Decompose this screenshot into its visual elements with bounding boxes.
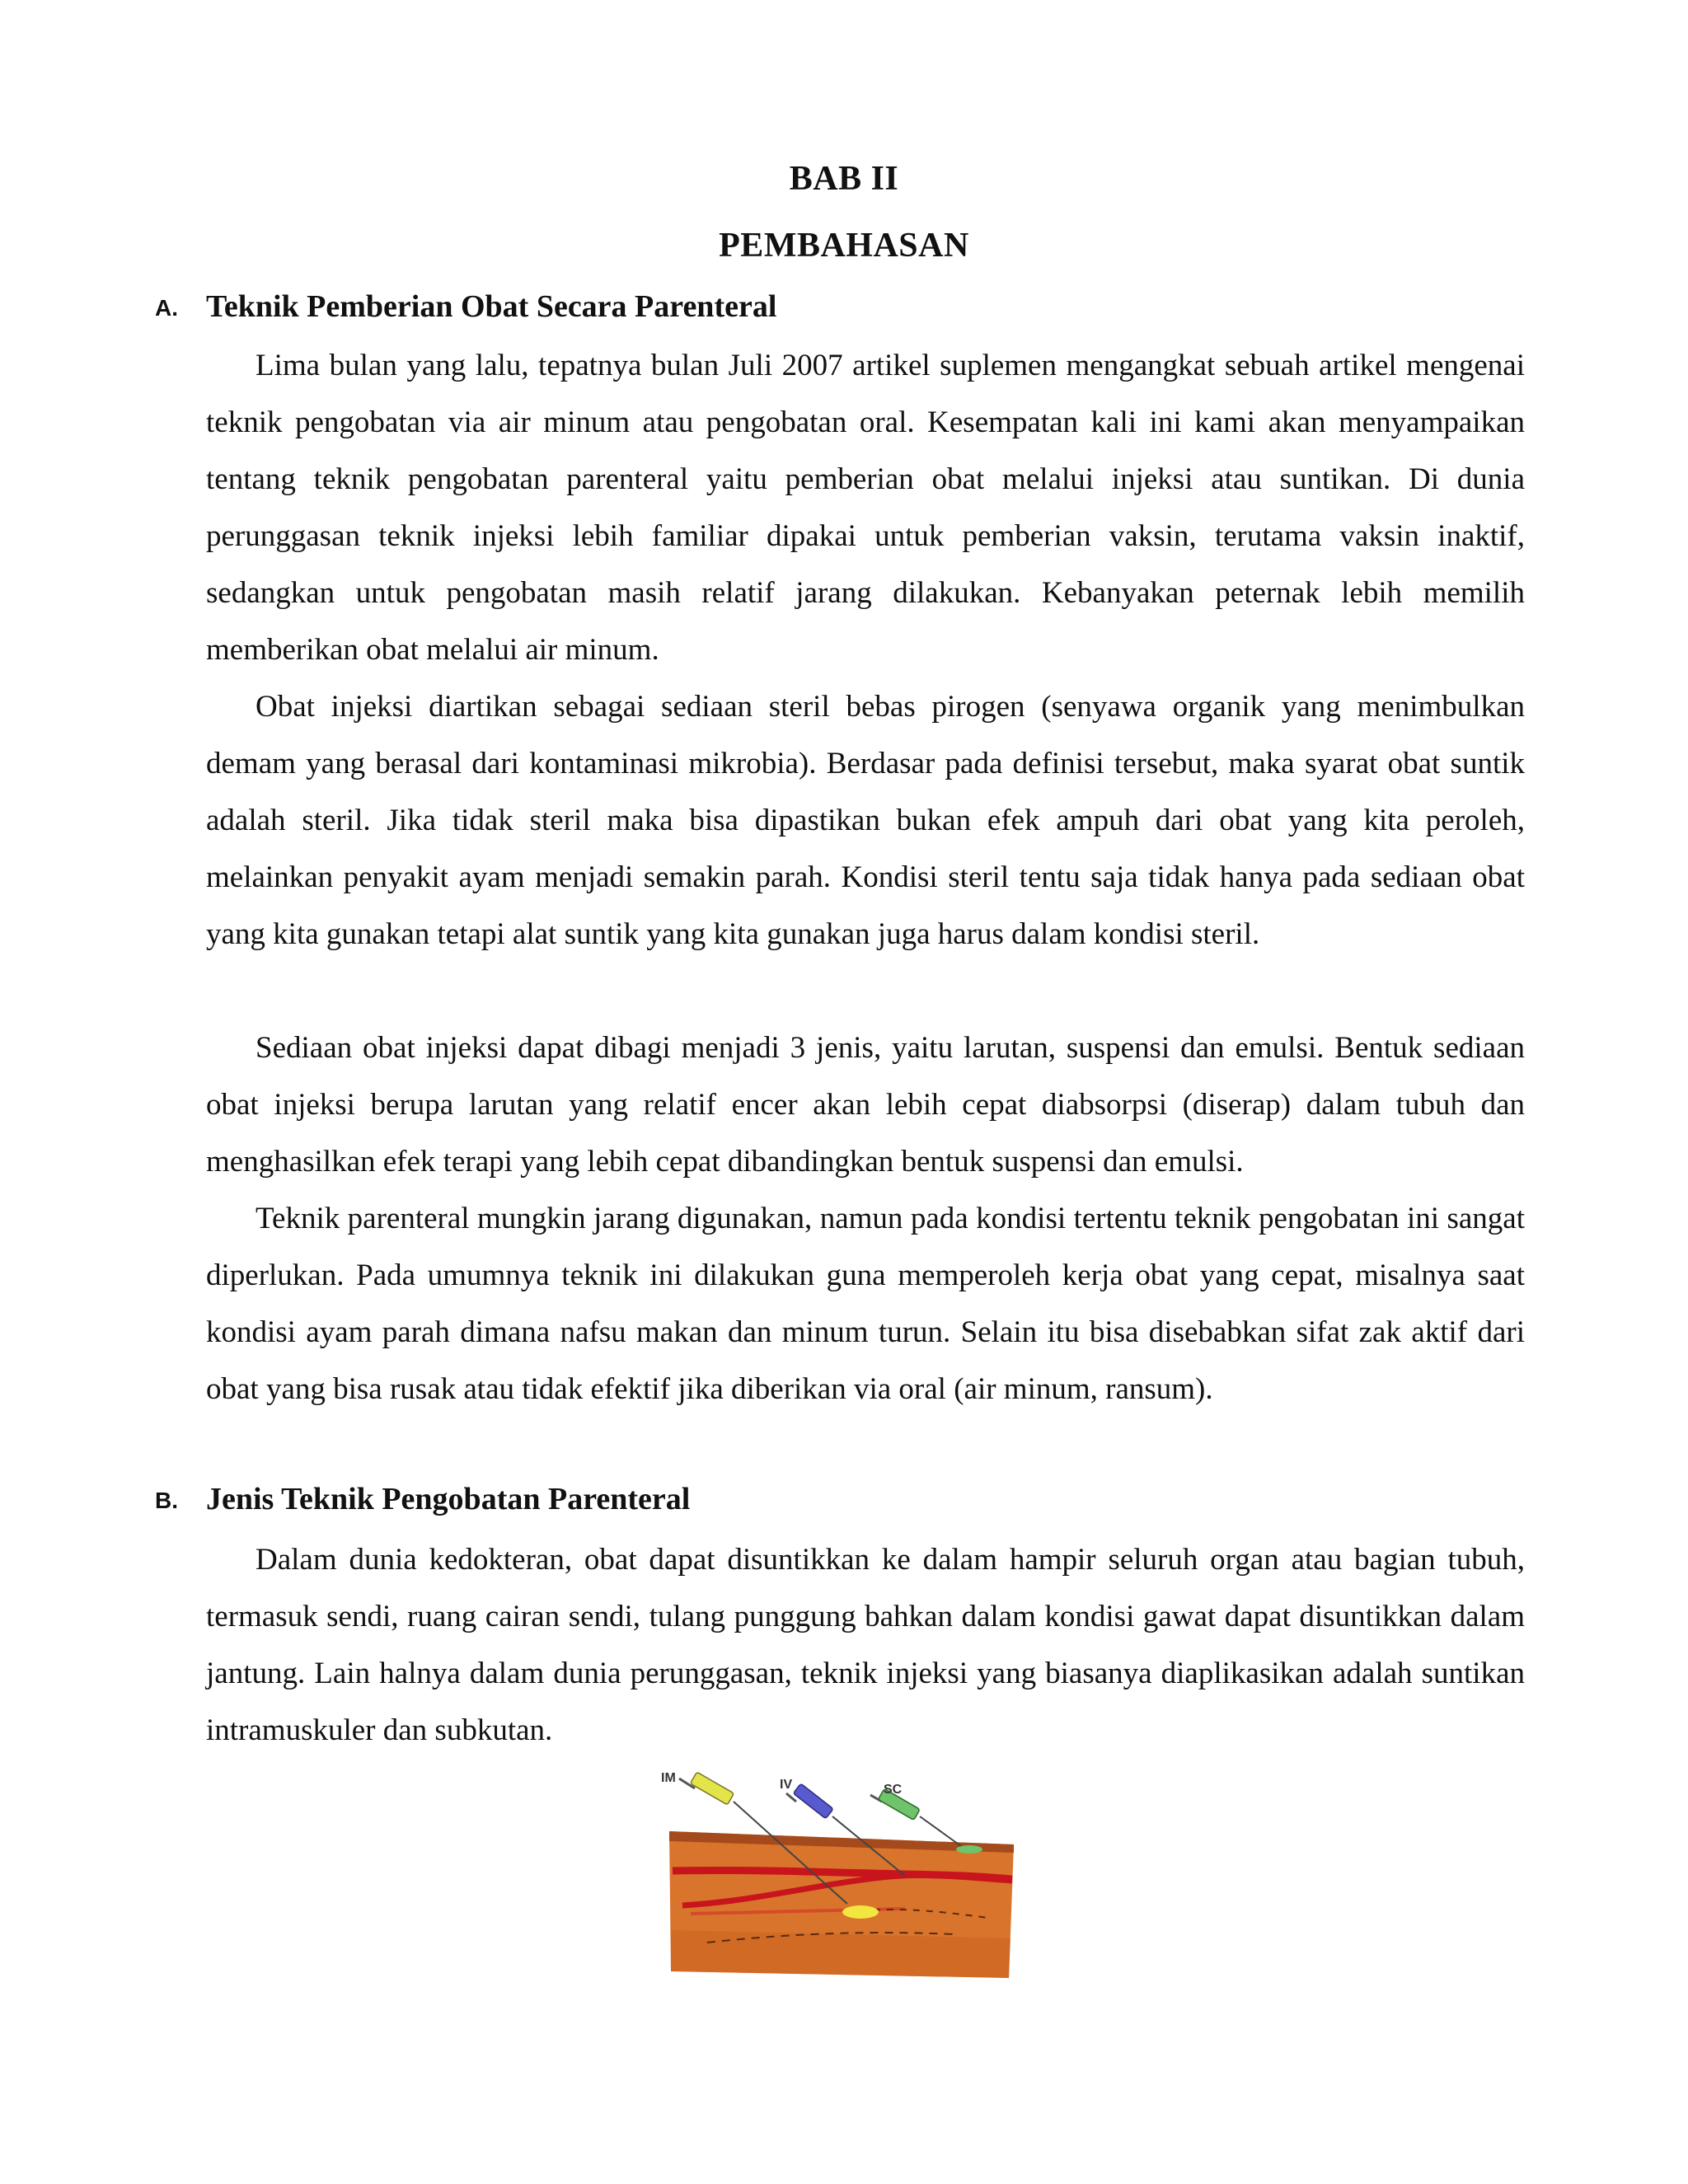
injection-diagram	[658, 1765, 1020, 1981]
im-drug-deposit	[842, 1905, 879, 1919]
chapter-number: BAB II	[789, 160, 899, 198]
section-b-letter: B.	[155, 1488, 178, 1513]
im-label: IM	[661, 1771, 676, 1785]
section-b-title: Jenis Teknik Pengobatan Parenteral	[206, 1482, 691, 1516]
section-a-heading	[155, 288, 1556, 330]
injection-routes-figure	[658, 1765, 1020, 1981]
section-a-letter: A.	[155, 295, 178, 321]
section-b-heading	[155, 1481, 1556, 1522]
muscle-layer	[671, 1930, 1010, 1978]
paragraph: Lima bulan yang lalu, tepatnya bulan Juli 2007 artikel suplemen mengangkat sebuah artikel mengenai teknik pengobatan via air minum atau pengobatan oral. Kesempatan kali ini kami akan menyampaikan tentang teknik pengobatan parenteral yaitu pemberian obat melalui injeksi atau suntikan. Di dunia perunggasan teknik injeksi lebih familiar dipakai untuk pemberian vaksin, terutama vaksin inaktif, sedangkan untuk pengobatan masih relatif jarang dilakukan. Kebanyakan peternak lebih memilih memberikan obat melalui air minum.	[206, 349, 1525, 667]
paragraph: Dalam dunia kedokteran, obat dapat disuntikkan ke dalam hampir seluruh organ atau bagian tubuh, termasuk sendi, ruang cairan sendi, tulang punggung bahkan dalam kondisi gawat dapat disuntikkan dalam jantung. Lain halnya dalam dunia perunggasan, teknik injeksi yang biasanya diaplikasikan adalah suntikan intramuskuler dan subkutan.	[206, 1543, 1525, 1747]
sc-drug-deposit	[956, 1845, 982, 1854]
paragraph: Obat injeksi diartikan sebagai sediaan steril bebas pirogen (senyawa organik yang menimbulkan demam yang berasal dari kontaminasi mikrobia). Berdasar pada definisi tersebut, maka syarat obat suntik adalah steril. Jika tidak steril maka bisa dipastikan bukan efek ampuh dari obat yang kita peroleh, melainkan penyakit ayam menjadi semakin parah. Kondisi steril tentu saja tidak hanya pada sediaan obat yang kita gunakan tetapi alat suntik yang kita gunakan juga harus dalam kondisi steril.	[206, 690, 1525, 951]
iv-label: IV	[780, 1778, 793, 1792]
chapter-title: PEMBAHASAN	[719, 227, 969, 265]
paragraph: Sediaan obat injeksi dapat dibagi menjadi 3 jenis, yaitu larutan, suspensi dan emulsi. Bentuk sediaan obat injeksi berupa larutan yang relatif encer akan lebih cepat diabsorpsi (diserap) dalam tubuh dan menghasilkan efek terapi yang lebih cepat dibandingkan bentuk suspensi dan emulsi.	[206, 1031, 1525, 1179]
section-a-title: Teknik Pemberian Obat Secara Parenteral	[206, 289, 777, 324]
paragraph: Teknik parenteral mungkin jarang digunakan, namun pada kondisi tertentu teknik pengobatan ini sangat diperlukan. Pada umumnya teknik ini dilakukan guna memperoleh kerja obat yang cepat, misalnya saat kondisi ayam parah dimana nafsu makan dan minum turun. Selain itu bisa disebabkan sifat zak aktif dari obat yang bisa rusak atau tidak efektif jika diberikan via oral (air minum, ransum).	[206, 1202, 1525, 1406]
sc-label: SC	[884, 1783, 903, 1797]
